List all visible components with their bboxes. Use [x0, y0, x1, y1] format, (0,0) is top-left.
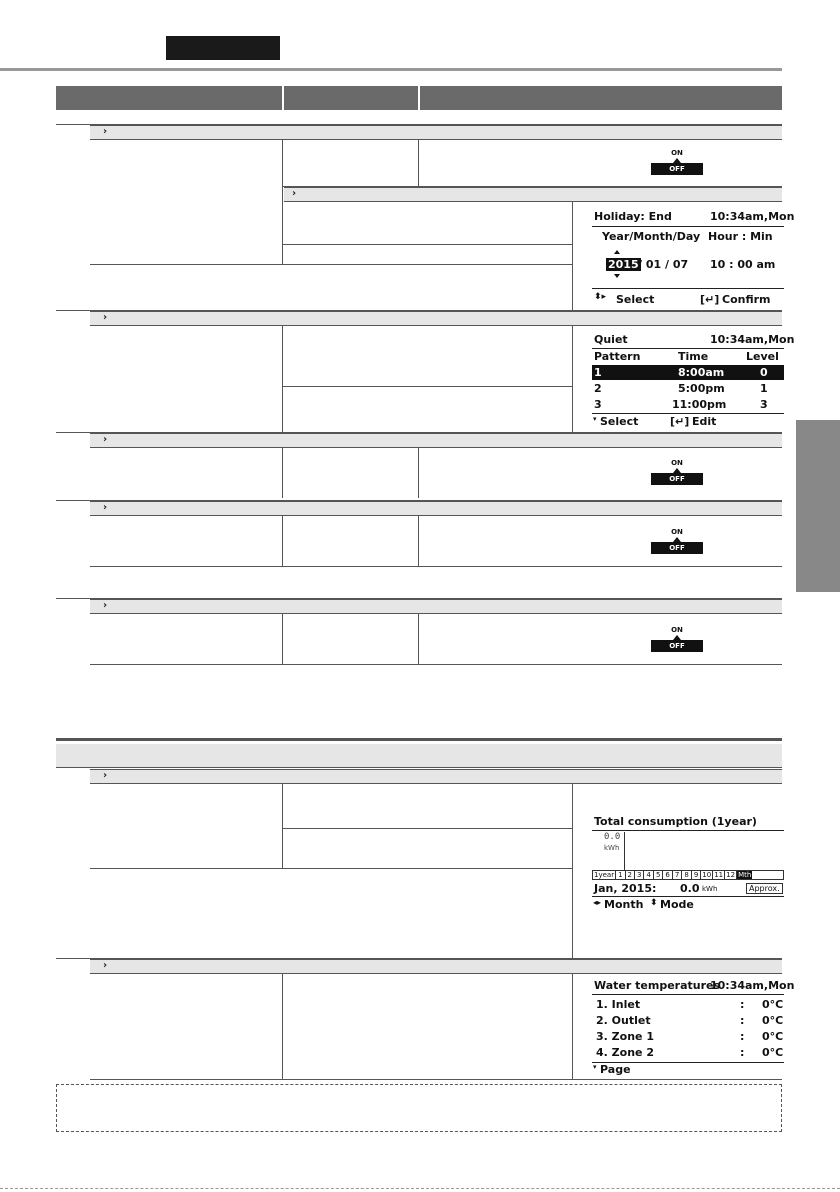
section3-switch[interactable]: ON OFF: [650, 459, 704, 485]
lower-table-header: [56, 744, 782, 768]
enter-key-icon: [↵]: [670, 415, 690, 428]
chevron-right-icon: ›: [103, 126, 108, 137]
enter-key-icon: [↵]: [700, 293, 720, 306]
arrow-down-icon: ▾: [593, 1063, 597, 1071]
left-right-arrows-icon: ◂▸: [593, 898, 602, 907]
arrow-up-icon: [614, 250, 620, 254]
year-field[interactable]: 2015: [608, 258, 639, 271]
section-bar-4: [90, 501, 782, 516]
arrow-down-icon: [614, 274, 620, 278]
chevron-right-icon: ›: [103, 502, 108, 513]
section-bar-3: [90, 433, 782, 448]
section4-switch[interactable]: ON OFF: [650, 528, 704, 554]
section5-switch[interactable]: ON OFF: [650, 626, 704, 652]
up-down-arrows-icon: ⬍▸: [594, 292, 607, 302]
section-side-tab: [796, 420, 840, 592]
section-bar-5: [90, 599, 782, 614]
arrow-down-icon: ▾: [593, 415, 597, 423]
section-bar-energy: [90, 769, 782, 784]
section-bar-quiet: [90, 311, 782, 326]
chevron-right-icon: ›: [292, 188, 297, 199]
note-box: [56, 1084, 782, 1132]
lower-table-rule: [56, 738, 782, 741]
column-header-1: [56, 86, 282, 110]
chevron-right-icon: ›: [103, 312, 108, 323]
quiet-lcd-screen: Quiet 10:34am,Mon Pattern Time Level 1 8:00am 0 2 5:00pm 1 3 11:00pm 3 ▾ Select [↵] Edit: [593, 333, 795, 428]
chart-month-axis: 1year 1 2 3 4 5 6 7 8 9 10 11 12 Mth: [592, 870, 784, 880]
section-bar-holiday: [90, 125, 782, 140]
up-down-arrows-icon: ⬍: [650, 898, 658, 908]
water-temp-lcd-screen: Water temperatures 10:34am,Mon 1. Inlet : 0°C 2. Outlet : 0°C 3. Zone 1 : 0°C 4. Zone 2 : 0°C ▾ Page: [593, 979, 795, 1076]
approx-badge: Approx.: [746, 883, 783, 894]
bottom-dashed-rule: [0, 1188, 840, 1189]
section-bar-water-temp: [90, 959, 782, 974]
chevron-right-icon: ›: [103, 770, 108, 781]
column-header-3: [420, 86, 782, 110]
chevron-right-icon: ›: [103, 434, 108, 445]
chart-y-axis: [624, 832, 625, 870]
chevron-right-icon: ›: [103, 960, 108, 971]
holiday-lcd-screen: Holiday: End 10:34am,Mon Year/Month/Day Hour : Min 2015 / 01 / 07 10 : 00 am ⬍▸ Select [↵] Confirm: [594, 210, 795, 306]
header-rule: [0, 68, 782, 71]
holiday-switch[interactable]: ON OFF: [650, 149, 704, 175]
chevron-right-icon: ›: [103, 600, 108, 611]
subsection-bar-holiday-end: [284, 187, 782, 202]
energy-lcd-screen: Total consumption (1year) 0.0 kWh 1year 1 2 3 4 5 6 7 8 9 10 11 12 Mth Jan, 2015: 0.0 kWh Approx. ◂▸ Month ⬍ Mode: [574, 812, 784, 916]
column-header-2: [284, 86, 418, 110]
header-tab: [166, 36, 280, 60]
